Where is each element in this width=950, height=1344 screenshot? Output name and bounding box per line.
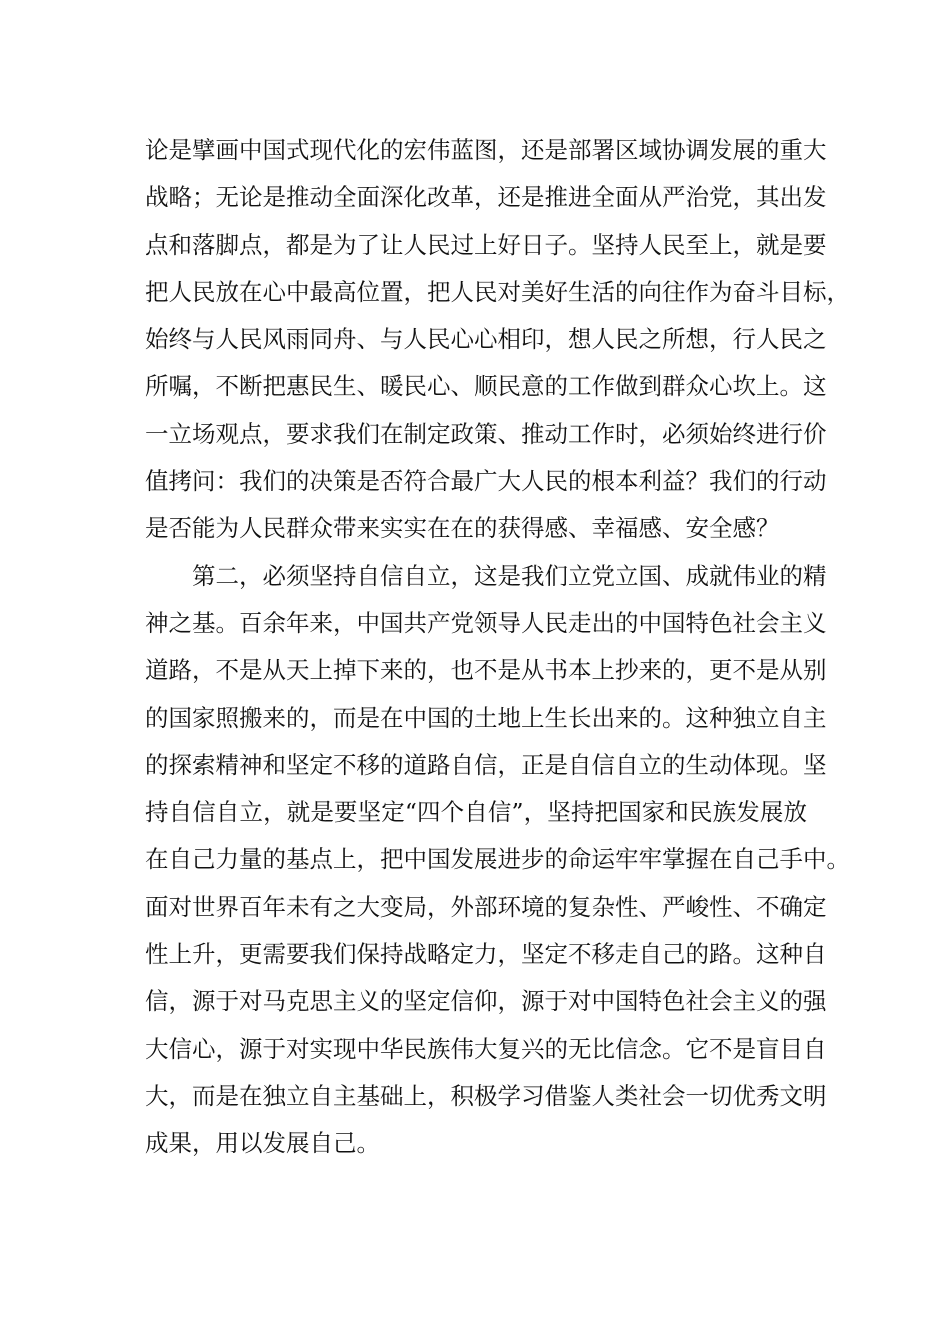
paragraph-2-line: 的探索精神和坚定不移的道路自信，正是自信自立的生动体现。坚 <box>145 750 827 779</box>
paragraph-2-line: 持自信自立，就是要坚定“四个自信”，坚持把国家和民族发展放 <box>145 798 807 827</box>
paragraph-1-line: 战略；无论是推动全面深化改革，还是推进全面从严治党，其出发 <box>145 183 827 212</box>
paragraph-1-line: 值拷问：我们的决策是否符合最广大人民的根本利益？我们的行动 <box>145 467 827 496</box>
paragraph-2-line: 大，而是在独立自主基础上，积极学习借鉴人类社会一切优秀文明 <box>145 1081 827 1110</box>
paragraph-2-line: 神之基。百余年来，中国共产党领导人民走出的中国特色社会主义 <box>145 608 827 637</box>
paragraph-1-line: 是否能为人民群众带来实实在在的获得感、幸福感、安全感？ <box>145 514 780 543</box>
paragraph-2-line: 在自己力量的基点上，把中国发展进步的命运牢牢掌握在自己手中。 <box>145 845 850 874</box>
paragraph-1-line: 论是擘画中国式现代化的宏伟蓝图，还是部署区域协调发展的重大 <box>145 136 827 164</box>
document-body <box>145 127 850 1168</box>
paragraph-1-line: 始终与人民风雨同舟、与人民心心相印，想人民之所想，行人民之 <box>145 325 827 354</box>
paragraph-1-line: 把人民放在心中最高位置，把人民对美好生活的向往作为奋斗目标， <box>145 277 850 306</box>
paragraph-2-line: 面对世界百年未有之大变局，外部环境的复杂性、严峻性、不确定 <box>145 892 827 921</box>
paragraph-1-line: 所嘱，不断把惠民生、暖民心、顺民意的工作做到群众心坎上。这 <box>145 372 827 401</box>
paragraph-2-line: 大信心，源于对实现中华民族伟大复兴的无比信念。它不是盲目自 <box>145 1034 827 1063</box>
paragraph-2-line: 性上升，更需要我们保持战略定力，坚定不移走自己的路。这种自 <box>145 940 827 969</box>
paragraph-2-line: 道路，不是从天上掉下来的，也不是从书本上抄来的，更不是从别 <box>145 656 827 685</box>
paragraph-2-line: 的国家照搬来的，而是在中国的土地上生长出来的。这种独立自主 <box>145 703 827 732</box>
paragraph-2-line: 成果，用以发展自己。 <box>145 1129 380 1158</box>
paragraph-1-line: 一立场观点，要求我们在制定政策、推动工作时，必须始终进行价 <box>145 419 827 448</box>
paragraph-2-line: 第二，必须坚持自信自立，这是我们立党立国、成就伟业的精 <box>192 561 827 590</box>
paragraph-2-line: 信，源于对马克思主义的坚定信仰，源于对中国特色社会主义的强 <box>145 987 827 1016</box>
paragraph-1-line: 点和落脚点，都是为了让人民过上好日子。坚持人民至上，就是要 <box>145 230 827 259</box>
